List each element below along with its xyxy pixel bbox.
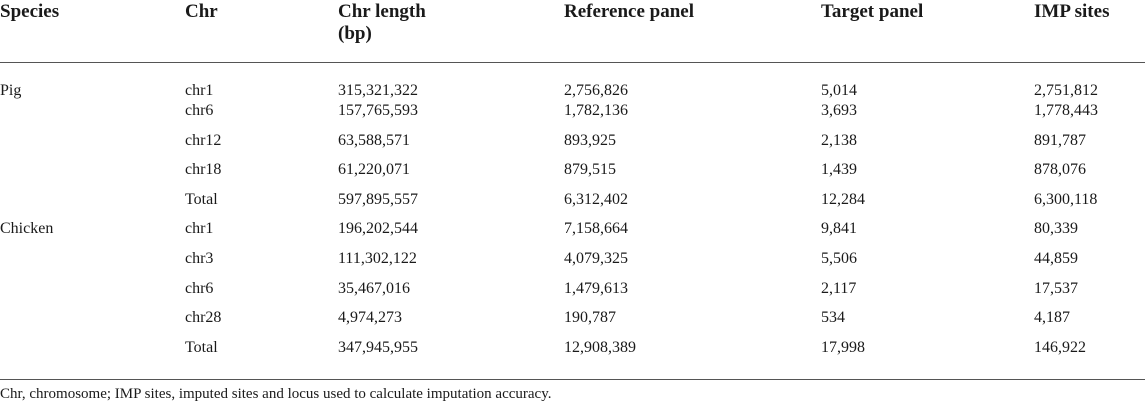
table-row xyxy=(0,219,1145,249)
cell-target-panel: 3,693 xyxy=(821,102,857,119)
cell-chr-length: 597,895,557 xyxy=(338,190,418,208)
cell-reference-panel: 893,925 xyxy=(564,131,616,149)
cell-reference-panel: 1,479,613 xyxy=(564,279,628,297)
cell-species xyxy=(0,101,185,131)
cell-target-panel: 1,439 xyxy=(821,161,857,179)
table-header xyxy=(0,0,1145,63)
header-target-panel: Target panel xyxy=(821,1,924,22)
cell-reference-panel: 12,908,389 xyxy=(564,338,636,356)
cell-target-panel: 17,998 xyxy=(821,338,865,356)
cell-target-panel: 12,284 xyxy=(821,190,865,208)
table-footnote: Chr, chromosome; IMP sites, imputed sites and locus used to calculate imputation accuracy. xyxy=(0,386,552,402)
cell-species xyxy=(0,190,185,220)
header-chr-length-line2: (bp) xyxy=(338,23,372,44)
cell-species: Chicken xyxy=(0,220,54,238)
cell-species xyxy=(0,279,185,309)
table-row xyxy=(0,308,1145,338)
table-row xyxy=(0,160,1145,190)
cell-target-panel: 2,138 xyxy=(821,131,857,149)
cell-imp-sites: 17,537 xyxy=(1034,279,1078,297)
cell-chr: chr6 xyxy=(185,279,214,297)
cell-imp-sites: 44,859 xyxy=(1034,249,1078,267)
table-row xyxy=(0,279,1145,309)
cell-chr-length: 61,220,071 xyxy=(338,161,410,179)
cell-chr-length: 315,321,322 xyxy=(338,82,418,99)
table-row xyxy=(0,338,1145,376)
cell-chr: Total xyxy=(185,338,218,356)
cell-imp-sites: 6,300,118 xyxy=(1034,190,1098,208)
cell-target-panel: 5,014 xyxy=(821,82,857,99)
cell-chr: chr28 xyxy=(185,309,222,327)
cell-chr-length: 347,945,955 xyxy=(338,338,418,356)
cell-chr: chr18 xyxy=(185,161,222,179)
cell-chr-length: 157,765,593 xyxy=(338,102,418,119)
cell-target-panel: 5,506 xyxy=(821,249,857,267)
cell-chr: chr3 xyxy=(185,249,214,267)
table-row xyxy=(0,63,1145,102)
table-row xyxy=(0,190,1145,220)
cell-chr-length: 63,588,571 xyxy=(338,131,410,149)
cell-reference-panel: 6,312,402 xyxy=(564,190,628,208)
cell-imp-sites: 4,187 xyxy=(1034,309,1070,327)
header-species: Species xyxy=(0,1,60,22)
cell-imp-sites: 1,778,443 xyxy=(1034,102,1098,119)
cell-reference-panel: 7,158,664 xyxy=(564,220,628,238)
cell-reference-panel: 4,079,325 xyxy=(564,249,628,267)
cell-imp-sites: 80,339 xyxy=(1034,220,1078,238)
cell-reference-panel: 879,515 xyxy=(564,161,616,179)
cell-chr-length: 4,974,273 xyxy=(338,309,402,327)
cell-chr-length: 111,302,122 xyxy=(338,249,417,267)
table-row xyxy=(0,101,1145,131)
cell-chr: Total xyxy=(185,190,218,208)
header-chr: Chr xyxy=(185,1,218,22)
cell-chr-length: 35,467,016 xyxy=(338,279,410,297)
cell-species: Pig xyxy=(0,82,22,99)
cell-reference-panel: 190,787 xyxy=(564,309,616,327)
header-reference-panel: Reference panel xyxy=(564,1,694,22)
cell-imp-sites: 891,787 xyxy=(1034,131,1086,149)
cell-target-panel: 534 xyxy=(821,309,845,327)
cell-chr: chr6 xyxy=(185,102,214,119)
cell-chr: chr12 xyxy=(185,131,222,149)
table-row xyxy=(0,131,1145,161)
cell-species xyxy=(0,338,185,376)
cell-species xyxy=(0,131,185,161)
cell-imp-sites: 878,076 xyxy=(1034,161,1086,179)
cell-reference-panel: 2,756,826 xyxy=(564,82,628,99)
table-bottom-rule xyxy=(0,379,1145,380)
cell-chr-length: 196,202,544 xyxy=(338,220,418,238)
cell-target-panel: 9,841 xyxy=(821,220,857,238)
cell-chr: chr1 xyxy=(185,82,214,99)
cell-reference-panel: 1,782,136 xyxy=(564,102,628,119)
header-imp-sites: IMP sites xyxy=(1034,1,1110,22)
header-chr-length-line1: Chr length xyxy=(338,1,426,22)
cell-imp-sites: 2,751,812 xyxy=(1034,82,1098,99)
cell-chr: chr1 xyxy=(185,220,214,238)
table-row xyxy=(0,249,1145,279)
header-row xyxy=(0,0,1145,63)
cell-species xyxy=(0,308,185,338)
cell-target-panel: 2,117 xyxy=(821,279,857,297)
table-body xyxy=(0,63,1145,376)
cell-species xyxy=(0,249,185,279)
cell-imp-sites: 146,922 xyxy=(1034,338,1086,356)
cell-species xyxy=(0,160,185,190)
header-chr-length xyxy=(338,0,564,63)
